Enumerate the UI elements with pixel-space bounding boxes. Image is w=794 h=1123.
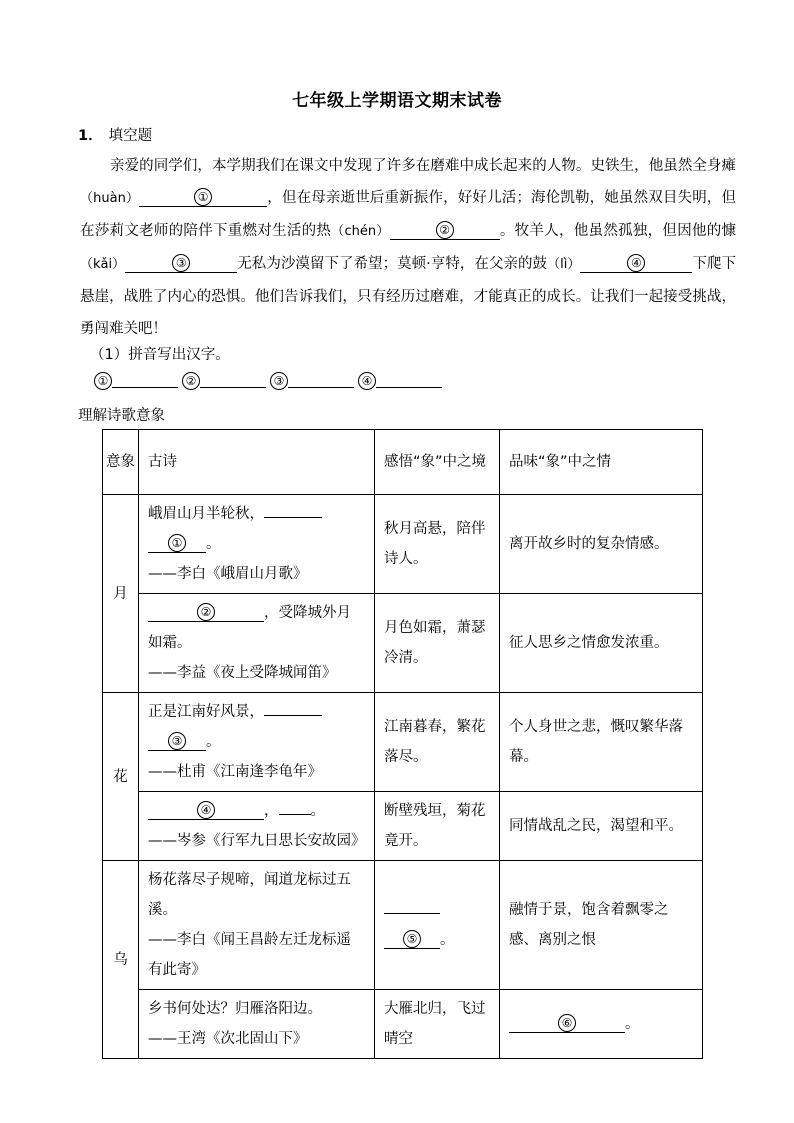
blank-4[interactable] bbox=[580, 254, 692, 273]
poem-source: ——李白《闻王昌龄左迁龙标遥有此寄》 bbox=[148, 932, 351, 978]
poem-cell bbox=[139, 594, 375, 693]
blank-3[interactable] bbox=[148, 732, 206, 751]
poem-line: 峨眉山月半轮秋， bbox=[148, 506, 264, 522]
scene-cell bbox=[375, 861, 500, 990]
blank-5[interactable] bbox=[384, 895, 440, 914]
blank-4[interactable] bbox=[148, 801, 264, 820]
emotion-cell bbox=[500, 990, 703, 1059]
header-scene: 感悟“象”中之境 bbox=[375, 430, 500, 495]
emotion-cell: 征人思乡之情愈发浓重。 bbox=[500, 594, 703, 693]
circle-mark-3: ③ bbox=[172, 254, 190, 272]
poem-source: ——李益《夜上受降城闻笛》 bbox=[148, 665, 337, 681]
scene-cell: 大雁北归，飞过晴空 bbox=[375, 990, 500, 1059]
section-label: 理解诗歌意象 bbox=[78, 408, 165, 424]
image-bird: 乌 bbox=[103, 861, 139, 1059]
sub-question-1: （1）拼音写出汉字。 bbox=[90, 347, 230, 363]
blank-2[interactable] bbox=[148, 603, 264, 622]
poem-source: ——王湾《次北固山下》 bbox=[148, 1031, 308, 1047]
circle-mark-4: ④ bbox=[358, 372, 376, 390]
question-number: 1． bbox=[78, 128, 103, 144]
emotion-cell: 同情战乱之民，渴望和平。 bbox=[500, 792, 703, 861]
table-row bbox=[103, 495, 703, 594]
blank-1[interactable] bbox=[264, 499, 322, 518]
circle-mark-3: ③ bbox=[270, 372, 288, 390]
circle-mark-1: ① bbox=[168, 534, 186, 552]
table-row bbox=[103, 990, 703, 1059]
table-row bbox=[103, 693, 703, 792]
scene-cell: 月色如霜，萧瑟冷清。 bbox=[375, 594, 500, 693]
scene-cell: 断壁残垣，菊花竟开。 bbox=[375, 792, 500, 861]
passage-text: 亲爱的同学们，本学期我们在课文中发现了许多在磨难中成长起来的人物。史铁生，他虽然全身瘫 bbox=[110, 158, 736, 174]
image-flower: 花 bbox=[103, 693, 139, 861]
poem-cell bbox=[139, 495, 375, 594]
answer-blank[interactable] bbox=[288, 371, 354, 388]
poem-cell bbox=[139, 861, 375, 990]
circle-mark-2: ② bbox=[436, 221, 454, 239]
circle-mark-5: ⑤ bbox=[403, 930, 421, 948]
poem-source: ——杜甫《江南逢李龟年》 bbox=[148, 764, 322, 780]
circle-mark-1: ① bbox=[94, 372, 112, 390]
pinyin-kai: （kǎi） bbox=[80, 257, 126, 272]
question-1-heading bbox=[78, 124, 152, 145]
poem-line: 正是江南好风景， bbox=[148, 704, 264, 720]
emotion-cell: 个人身世之悲，慨叹繁华落幕。 bbox=[500, 693, 703, 792]
page-title: 七年级上学期语文期末试卷 bbox=[292, 91, 502, 111]
circle-mark-3: ③ bbox=[168, 732, 186, 750]
table-row bbox=[103, 861, 703, 990]
circle-mark-2: ② bbox=[182, 372, 200, 390]
question-type-label: 填空题 bbox=[108, 128, 153, 144]
emotion-cell: 融情于景，饱含着飘零之感、离别之恨 bbox=[500, 861, 703, 990]
header-poem: 古诗 bbox=[139, 430, 375, 495]
circle-mark-4: ④ bbox=[627, 254, 645, 272]
circle-mark-2: ② bbox=[197, 603, 215, 621]
poem-line: 杨花落尽子规啼，闻道龙标过五溪。 bbox=[148, 872, 351, 918]
blank-6[interactable] bbox=[509, 1014, 625, 1033]
image-moon: 月 bbox=[103, 495, 139, 693]
poem-cell bbox=[139, 792, 375, 861]
poem-punct: 。 bbox=[440, 932, 455, 948]
blank-1[interactable] bbox=[139, 188, 267, 207]
question-passage bbox=[80, 150, 736, 345]
passage-text: 。牧羊人，他虽然孤独，但因他的慷 bbox=[499, 223, 737, 239]
table-row bbox=[103, 792, 703, 861]
blank-5[interactable] bbox=[384, 930, 440, 949]
answer-blank[interactable] bbox=[112, 371, 178, 388]
passage-text: ，但在母亲逝世后重新振作，好好儿活；海伦凯勒，她虽然双目失明，但在莎莉文老师的陪伴下重燃对生活的热 bbox=[80, 190, 736, 239]
poem-punct: 。 bbox=[310, 803, 325, 819]
blank-3[interactable] bbox=[125, 254, 237, 273]
table-row bbox=[103, 594, 703, 693]
scene-cell: 江南暮春，繁花落尽。 bbox=[375, 693, 500, 792]
header-emotion: 品味“象”中之情 bbox=[500, 430, 703, 495]
blank-1[interactable] bbox=[148, 534, 206, 553]
scene-cell: 秋月高悬，陪伴诗人。 bbox=[375, 495, 500, 594]
answer-slot-4[interactable] bbox=[358, 371, 442, 390]
blank-2[interactable] bbox=[390, 221, 500, 240]
header-image: 意象 bbox=[103, 430, 139, 495]
pinyin-li: （lì） bbox=[547, 257, 581, 272]
poem-source: ——李白《峨眉山月歌》 bbox=[148, 566, 308, 582]
poem-punct: 。 bbox=[625, 1016, 640, 1032]
poem-source: ——岑参《行军九日思长安故园》 bbox=[148, 833, 366, 849]
passage-text: 下爬下悬崖，战胜了内心的恐惧。他们告诉我们，只有经历过磨难，才能真正的成长。让我们一起接受挑战，勇闯难关吧！ bbox=[80, 256, 737, 337]
poem-punct: 。 bbox=[206, 536, 221, 552]
poem-cell bbox=[139, 990, 375, 1059]
circle-mark-6: ⑥ bbox=[558, 1014, 576, 1032]
answer-blank[interactable] bbox=[376, 371, 442, 388]
blank-3[interactable] bbox=[264, 697, 322, 716]
poem-line: 乡书何处达？归雁洛阳边。 bbox=[148, 1001, 322, 1017]
blank-4b[interactable] bbox=[279, 796, 311, 815]
emotion-cell: 离开故乡时的复杂情感。 bbox=[500, 495, 703, 594]
answer-blank[interactable] bbox=[200, 371, 266, 388]
pinyin-chen: （chén） bbox=[331, 224, 390, 239]
poem-punct: ， bbox=[264, 803, 279, 819]
poem-punct: 。 bbox=[206, 734, 221, 750]
poem-cell bbox=[139, 693, 375, 792]
answer-slot-3[interactable] bbox=[270, 371, 354, 390]
pinyin-huan: （huàn） bbox=[80, 191, 140, 206]
answer-line bbox=[94, 371, 446, 390]
poem-line: ，受降城外月如霜。 bbox=[148, 605, 351, 651]
circle-mark-1: ① bbox=[194, 188, 212, 206]
answer-slot-1[interactable] bbox=[94, 371, 178, 390]
passage-text: 无私为沙漠留下了希望；莫顿·亨特，在父亲的鼓 bbox=[237, 256, 548, 272]
circle-mark-4: ④ bbox=[197, 801, 215, 819]
poem-imagery-table bbox=[102, 429, 703, 1059]
table-header-row bbox=[103, 430, 703, 495]
answer-slot-2[interactable] bbox=[182, 371, 266, 390]
